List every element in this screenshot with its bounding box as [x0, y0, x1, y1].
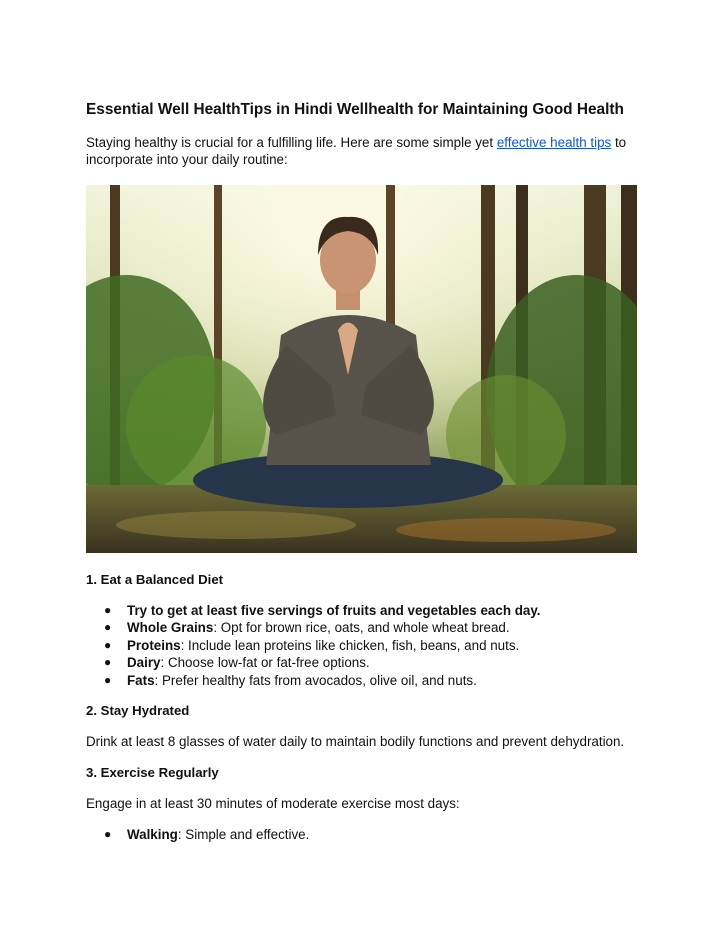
exercise-list [86, 826, 646, 843]
exercise-paragraph: Engage in at least 30 minutes of moderate exercise most days: [86, 796, 460, 811]
list-item: ● Walking: Simple and effective. [104, 827, 310, 842]
bullet-icon: ● [104, 827, 112, 841]
intro-paragraph [86, 134, 646, 168]
meditation-photo [86, 185, 637, 553]
section-heading-exercise: 3. Exercise Regularly [86, 765, 219, 780]
list-item: ● Try to get at least five servings of fruits and vegetables each day. [104, 603, 541, 618]
list-item: ● Whole Grains: Opt for brown rice, oats, and whole wheat bread. [104, 620, 510, 636]
bullet-icon: ● [104, 655, 112, 670]
list-item: ● Proteins: Include lean proteins like chicken, fish, beans, and nuts. [104, 637, 520, 653]
bullet-icon: ● [104, 620, 112, 635]
list-item: ● Fats: Prefer healthy fats from avocados, olive oil, and nuts. [104, 672, 477, 688]
article-title: Essential Well HealthTips in Hindi Wellhealth for Maintaining Good Health [86, 101, 624, 118]
intro-text-start: Staying healthy is crucial for a fulfilling life. Here are some simple yet [86, 135, 497, 150]
list-item: ● Dairy: Choose low-fat or fat-free options. [104, 655, 370, 671]
diet-list [86, 602, 646, 689]
intro-text-end: to incorporate into your daily routine: [86, 135, 627, 167]
bullet-icon: ● [104, 603, 112, 617]
bullet-icon: ● [104, 637, 112, 652]
section-heading-diet: 1. Eat a Balanced Diet [86, 572, 224, 587]
section-heading-hydration: 2. Stay Hydrated [86, 703, 190, 718]
effective-health-tips-link[interactable]: effective health tips [496, 135, 612, 150]
hydration-paragraph: Drink at least 8 glasses of water daily to maintain bodily functions and prevent dehydration. [86, 734, 625, 749]
bullet-icon: ● [104, 672, 112, 687]
